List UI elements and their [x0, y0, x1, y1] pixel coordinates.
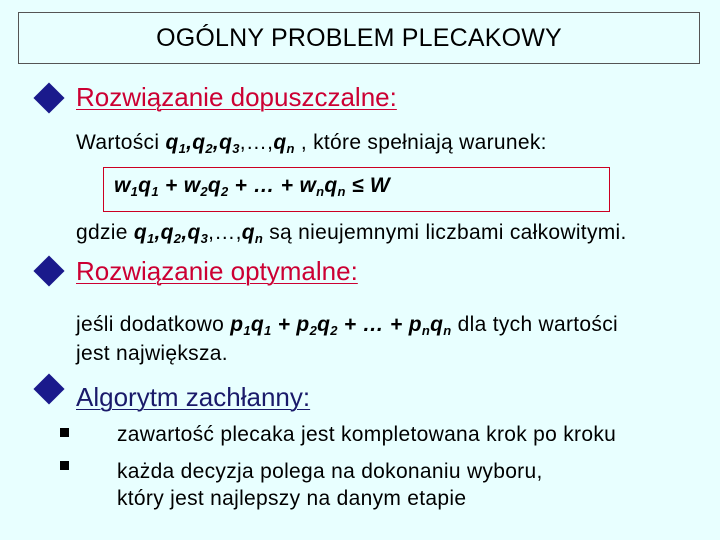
- slide-title: OGÓLNY PROBLEM PLECAKOWY: [156, 23, 562, 52]
- greedy-bullet-2: każda decyzja polega na dokonaniu wyboru,: [117, 460, 543, 483]
- feasible-values-line: Wartości $q_1,q_2,q_3,\dots,q_n$ , które spełniają warunek:: [76, 131, 547, 156]
- nonnegative-integers-line: gdzie $q_1,q_2,q_3,\dots,q_n$ są nieujemnymi liczbami całkowitymi.: [76, 221, 627, 246]
- greedy-bullet-2-continued: który jest najlepszy na danym etapie: [117, 487, 467, 510]
- optimal-condition-line-2: jest największa.: [76, 342, 228, 365]
- diamond-bullet-icon: [33, 373, 64, 404]
- square-bullet-icon: [60, 461, 69, 470]
- diamond-bullet-icon: [33, 82, 64, 113]
- greedy-bullet-1: zawartość plecaka jest kompletowana krok po kroku: [117, 423, 617, 446]
- slide-title-box: [18, 12, 700, 64]
- section-heading-optimal: Rozwiązanie optymalne:: [76, 256, 358, 286]
- section-heading-greedy: Algorytm zachłanny:: [76, 382, 311, 412]
- diamond-bullet-icon: [33, 255, 64, 286]
- square-bullet-icon: [60, 428, 69, 437]
- capacity-constraint-formula: $w_1q_1 + w_2q_2$ + … + $w_nq_n \le W$: [114, 174, 390, 199]
- optimal-condition-line: jeśli dodatkowo $p_1q_1 + p_2q_2$ + … + $p_nq_n$ dla tych wartości: [76, 313, 618, 338]
- section-heading-feasible: Rozwiązanie dopuszczalne:: [76, 82, 397, 112]
